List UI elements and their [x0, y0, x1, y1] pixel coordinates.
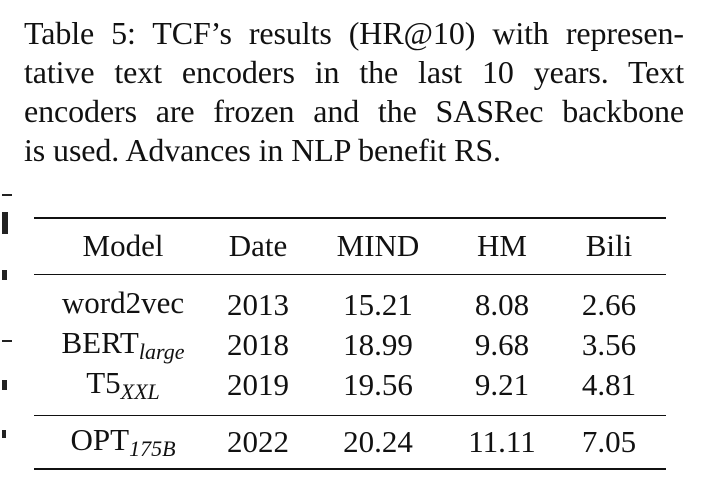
header-bili: Bili [585, 228, 633, 264]
cell-bili: 7.05 [581, 423, 637, 459]
cell-bili: 2.66 [581, 286, 637, 322]
cell-mind: 20.24 [343, 423, 413, 459]
header-hm: HM [477, 228, 527, 264]
model-name: OPT [70, 421, 130, 457]
model-subscript: large [138, 338, 185, 364]
model-name: BERT [61, 324, 139, 360]
cell-model [34, 274, 212, 325]
header-model: Model [82, 228, 164, 264]
cropped-glyph [2, 380, 7, 390]
cropped-glyph [2, 340, 12, 342]
cell-mind: 18.99 [343, 326, 413, 362]
cell-hm: 9.68 [474, 326, 530, 362]
model-subscript: 175B [129, 435, 176, 461]
caption-line-3: encoders are frozen and the SASRec backbone [24, 93, 684, 129]
cell-hm: 8.08 [474, 286, 530, 322]
cell-bili: 3.56 [581, 326, 637, 362]
cropped-glyph [2, 212, 8, 234]
table-body [34, 274, 666, 415]
header-date: Date [228, 228, 288, 264]
table-row [34, 365, 666, 416]
results-table [34, 217, 666, 470]
table-body-final [34, 415, 666, 469]
cell-model [34, 415, 212, 469]
cell-date: 2022 [227, 423, 289, 459]
cropped-glyph [2, 270, 7, 280]
cell-hm: 11.11 [468, 423, 536, 459]
cell-date: 2013 [227, 286, 289, 322]
caption-line-2: tative text encoders in the last 10 years. Text [24, 54, 684, 90]
header-mind: MIND [336, 228, 420, 264]
table-header [34, 218, 666, 274]
model-name: T5 [86, 364, 121, 400]
model-name: word2vec [61, 284, 185, 320]
cropped-adjacent-column-fragments [0, 190, 14, 450]
cell-bili: 4.81 [581, 366, 637, 402]
cell-model [34, 365, 212, 416]
table-caption [24, 14, 684, 170]
model-subscript: XXL [120, 378, 160, 404]
cell-mind: 15.21 [343, 286, 413, 322]
cropped-glyph [2, 430, 6, 438]
cell-mind: 19.56 [343, 366, 413, 402]
cell-date: 2019 [227, 366, 289, 402]
table-row [34, 415, 666, 469]
cell-date: 2018 [227, 326, 289, 362]
caption-line-4: is used. Advances in NLP benefit RS. [24, 132, 501, 168]
caption-line-1: Table 5: TCF’s results (HR@10) with represen- [24, 15, 684, 51]
header-row [34, 218, 666, 274]
cell-hm: 9.21 [474, 366, 530, 402]
cropped-glyph [2, 194, 12, 196]
table-row [34, 325, 666, 365]
cell-model [34, 325, 212, 365]
table-row [34, 274, 666, 325]
